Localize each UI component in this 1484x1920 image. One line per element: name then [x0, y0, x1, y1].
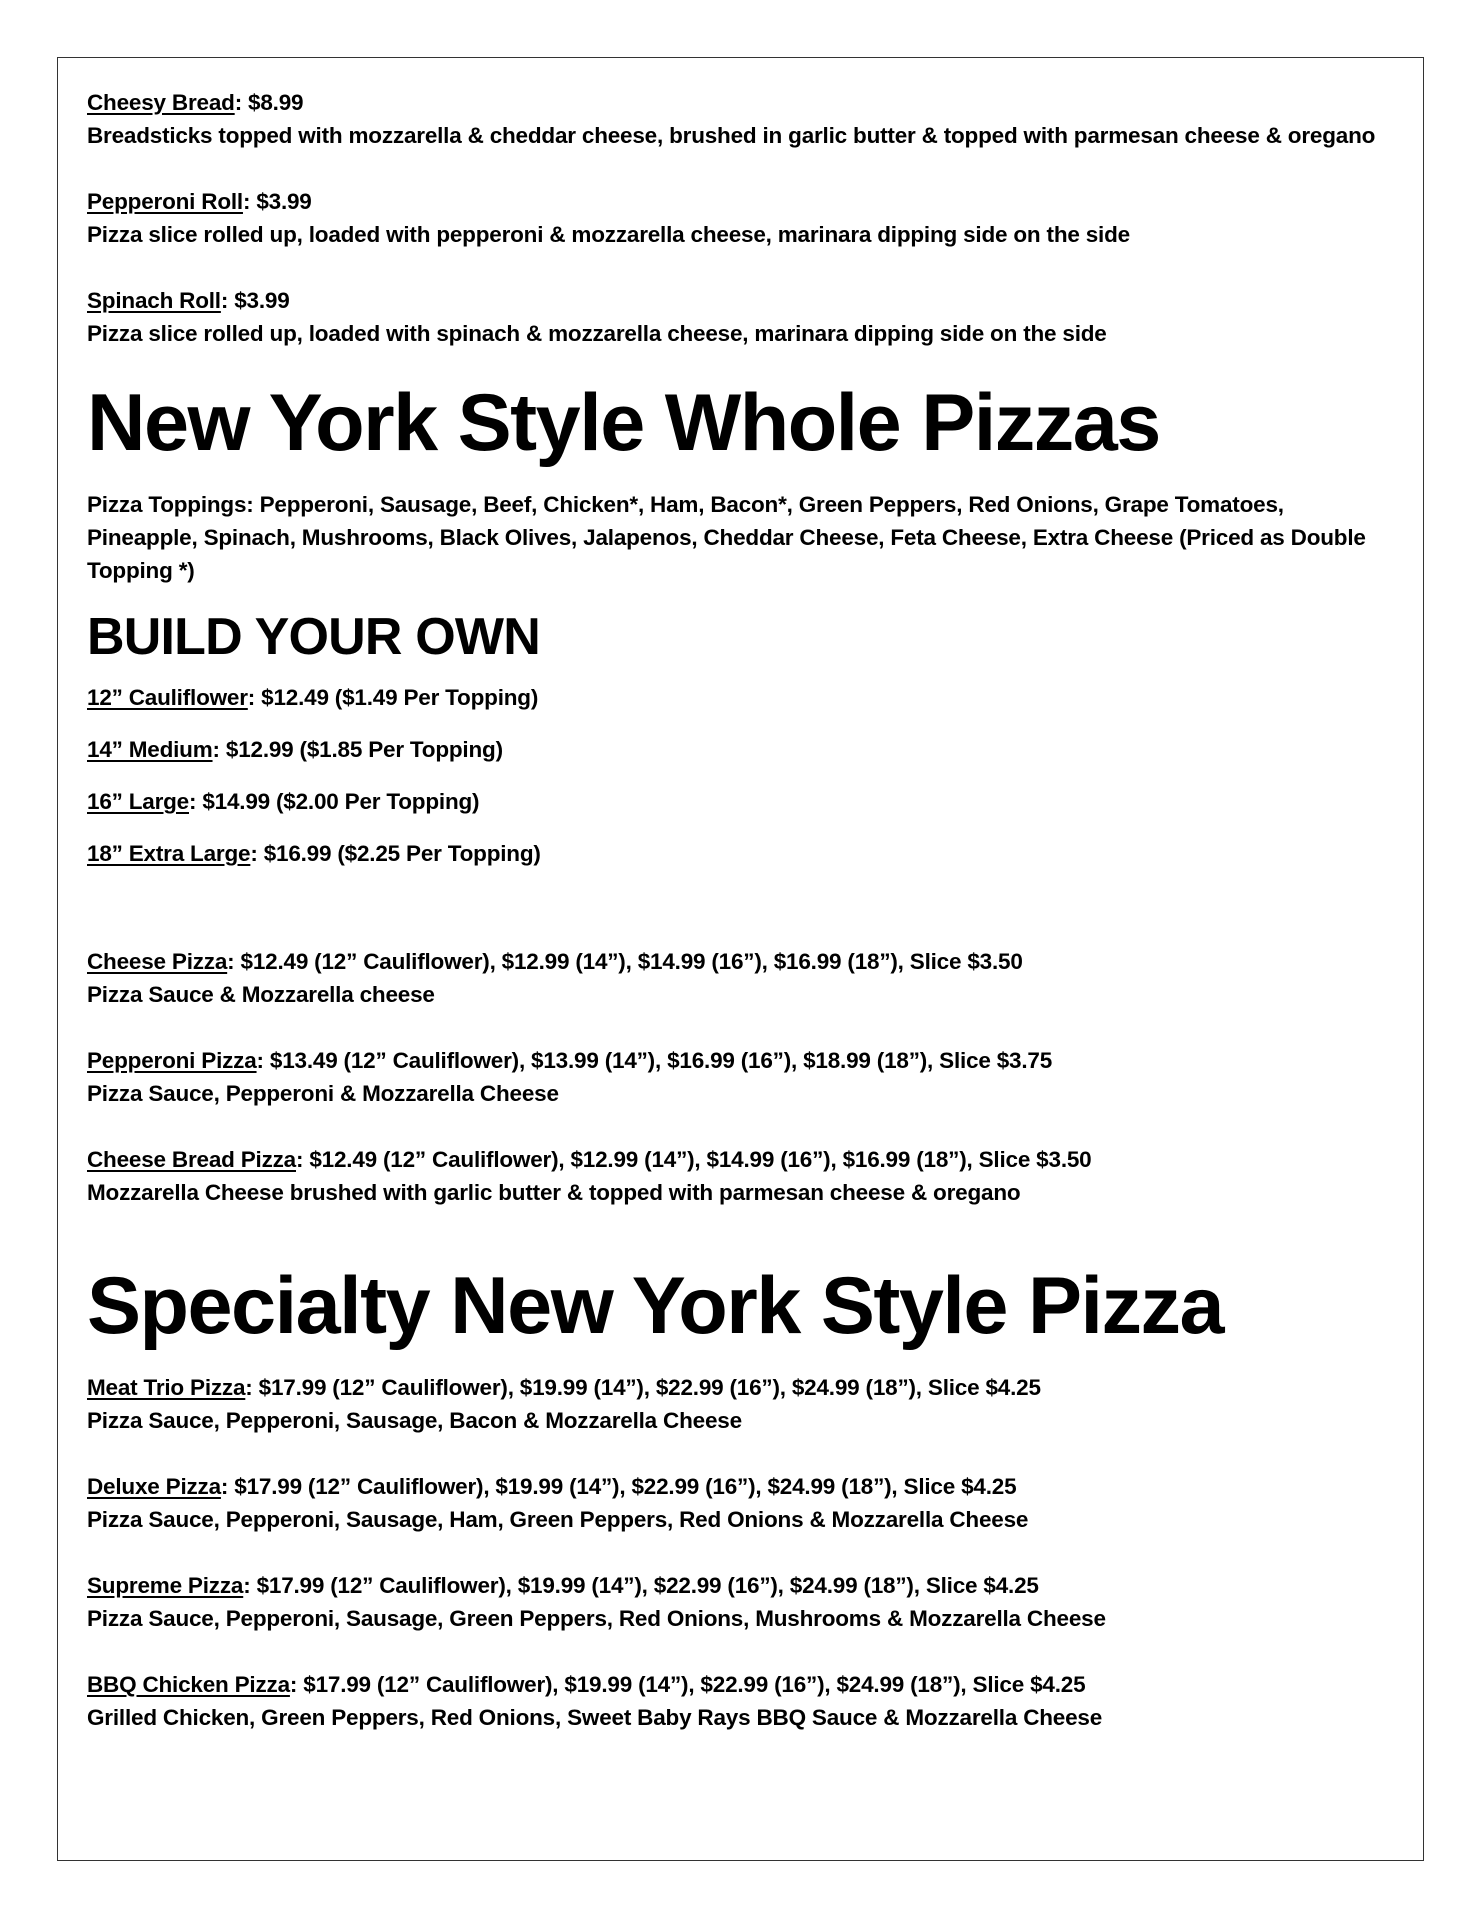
- item-price: : $17.99 (12” Cauliflower), $19.99 (14”), $22.99 (16”), $24.99 (18”), Slice $4.25: [289, 1672, 1086, 1697]
- menu-item-supreme-pizza: [87, 1569, 1407, 1635]
- item-name: Cheese Pizza: [87, 949, 228, 974]
- menu-item-bbq-chicken-pizza: [87, 1668, 1407, 1734]
- item-description: Pizza slice rolled up, loaded with spinach & mozzarella cheese, marinara dipping side on the side: [87, 321, 1107, 346]
- item-description: Pizza Sauce, Pepperoni & Mozzarella Cheese: [87, 1081, 559, 1106]
- item-name: Supreme Pizza: [87, 1573, 244, 1598]
- toppings-list: Pizza Toppings: Pepperoni, Sausage, Beef, Chicken*, Ham, Bacon*, Green Peppers, Red Onions, Grape Tomatoes, Pineapple, Spinach, Mushrooms, Black Olives, Jalapenos, Cheddar Cheese, Feta Cheese, Extra Cheese (Priced as Double Topping *): [87, 492, 1366, 583]
- item-price: : $12.49 (12” Cauliflower), $12.99 (14”), $14.99 (16”), $16.99 (18”), Slice $3.50: [227, 949, 1023, 974]
- item-description: Mozzarella Cheese brushed with garlic butter & topped with parmesan cheese & oregano: [87, 1180, 1021, 1205]
- section-heading-whole-pizzas: New York Style Whole Pizzas: [87, 378, 1160, 468]
- item-description: Pizza Sauce, Pepperoni, Sausage, Ham, Green Peppers, Red Onions & Mozzarella Cheese: [87, 1507, 1029, 1532]
- item-name: BBQ Chicken Pizza: [87, 1672, 290, 1697]
- size-name: 12” Cauliflower: [87, 685, 248, 710]
- size-name: 14” Medium: [87, 737, 213, 762]
- item-description: Pizza Sauce, Pepperoni, Sausage, Green Peppers, Red Onions, Mushrooms & Mozzarella Cheese: [87, 1606, 1106, 1631]
- menu-item-cheese-pizza: [87, 945, 1407, 1011]
- size-price: : $12.49 ($1.49 Per Topping): [247, 685, 539, 710]
- item-price: : $12.49 (12” Cauliflower), $12.99 (14”), $14.99 (16”), $16.99 (18”), Slice $3.50: [296, 1147, 1092, 1172]
- item-description: Grilled Chicken, Green Peppers, Red Onions, Sweet Baby Rays BBQ Sauce & Mozzarella Cheese: [87, 1705, 1103, 1730]
- item-name: Spinach Roll: [87, 288, 221, 313]
- section-heading-specialty: Specialty New York Style Pizza: [87, 1261, 1224, 1351]
- item-description: Breadsticks topped with mozzarella & cheddar cheese, brushed in garlic butter & topped with parmesan cheese & oregano: [87, 123, 1376, 148]
- item-name: Meat Trio Pizza: [87, 1375, 246, 1400]
- item-description: Pizza Sauce & Mozzarella cheese: [87, 982, 435, 1007]
- item-name: Deluxe Pizza: [87, 1474, 221, 1499]
- menu-item-pepperoni-pizza: [87, 1044, 1407, 1110]
- item-name: Cheesy Bread: [87, 90, 235, 115]
- size-price: : $14.99 ($2.00 Per Topping): [189, 789, 480, 814]
- item-price: : $17.99 (12” Cauliflower), $19.99 (14”), $22.99 (16”), $24.99 (18”), Slice $4.25: [243, 1573, 1039, 1598]
- size-name: 18” Extra Large: [87, 841, 251, 866]
- size-option: [87, 785, 1407, 818]
- size-price: : $12.99 ($1.85 Per Topping): [212, 737, 503, 762]
- item-price: : $3.99: [220, 288, 290, 313]
- item-name: Pepperoni Pizza: [87, 1048, 257, 1073]
- build-your-own-heading: BUILD YOUR OWN: [87, 608, 540, 666]
- item-description: Pizza Sauce, Pepperoni, Sausage, Bacon & Mozzarella Cheese: [87, 1408, 742, 1433]
- size-name: 16” Large: [87, 789, 189, 814]
- item-price: : $13.49 (12” Cauliflower), $13.99 (14”), $16.99 (16”), $18.99 (18”), Slice $3.75: [256, 1048, 1053, 1073]
- menu-item-pepperoni-roll: [87, 185, 1407, 251]
- menu-item-meat-trio-pizza: [87, 1371, 1407, 1437]
- size-price: : $16.99 ($2.25 Per Topping): [250, 841, 541, 866]
- menu-item-spinach-roll: [87, 284, 1407, 350]
- size-option: [87, 733, 1407, 766]
- item-name: Pepperoni Roll: [87, 189, 243, 214]
- item-price: : $17.99 (12” Cauliflower), $19.99 (14”), $22.99 (16”), $24.99 (18”), Slice $4.25: [220, 1474, 1017, 1499]
- item-description: Pizza slice rolled up, loaded with pepperoni & mozzarella cheese, marinara dipping side on the side: [87, 222, 1130, 247]
- menu-item-cheese-bread-pizza: [87, 1143, 1407, 1209]
- item-price: : $17.99 (12” Cauliflower), $19.99 (14”), $22.99 (16”), $24.99 (18”), Slice $4.25: [245, 1375, 1041, 1400]
- item-price: : $8.99: [234, 90, 304, 115]
- menu-item-deluxe-pizza: [87, 1470, 1407, 1536]
- item-name: Cheese Bread Pizza: [87, 1147, 296, 1172]
- size-option: [87, 837, 1407, 870]
- menu-item-cheesy-bread: [87, 86, 1407, 152]
- item-price: : $3.99: [242, 189, 312, 214]
- size-option: [87, 681, 1407, 714]
- menu-content: [87, 86, 1407, 1734]
